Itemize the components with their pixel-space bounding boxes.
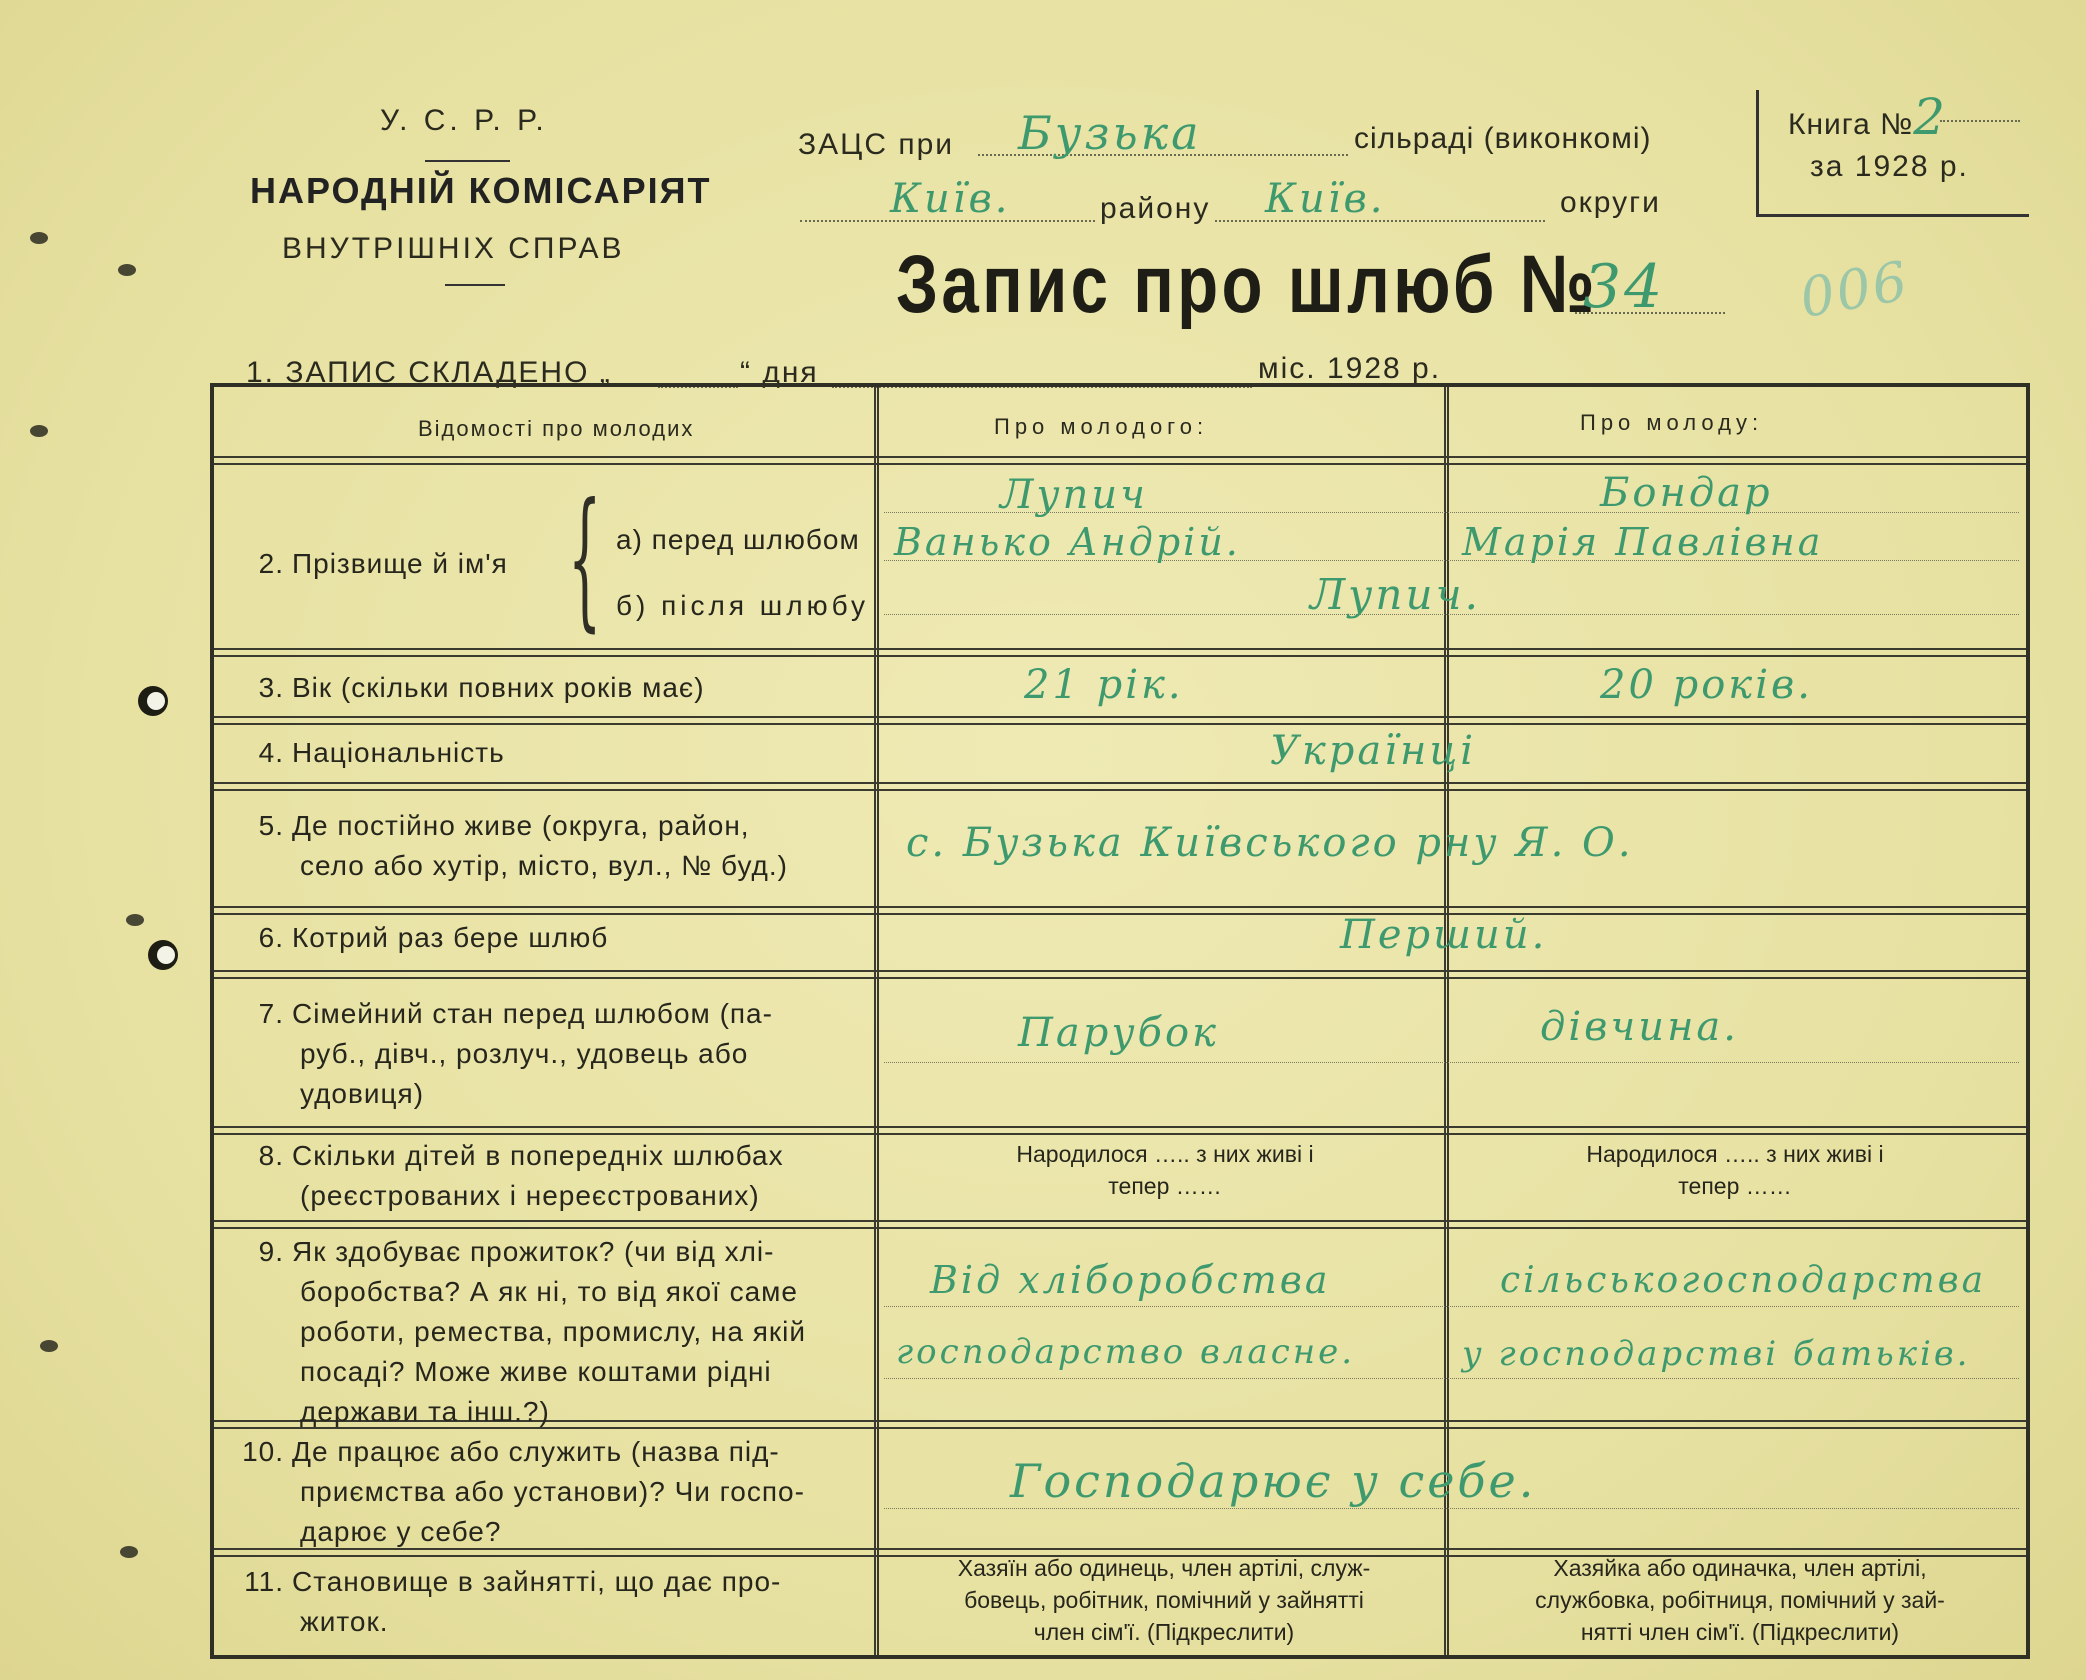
born-label: Народилося [1016,1141,1148,1167]
zacs-prefix: ЗАЦС при [798,128,955,161]
ink-stain [30,232,48,244]
ruled-line [884,1508,2019,1509]
record-line-label: 1. ЗАПИС СКЛАДЕНО „ [246,356,612,389]
row-3-title: Вік (скільки повних років має) [292,672,705,703]
header-rule [445,284,505,286]
groom-occupation-line-2: бовець, робітник, помічний у зайнятті [964,1587,1364,1613]
book-label [1788,88,1948,146]
okruha-value: Київ. [1265,176,1386,222]
header-rule [425,160,510,162]
okruha-label: округи [1560,186,1661,219]
marriage-count-value: Перший. [1340,912,1548,958]
bride-livelihood-2: у господарстві батьків. [1462,1334,1971,1374]
row-5-line-1 [240,806,788,846]
bride-livelihood-1: сільськогосподарства [1500,1260,1987,1301]
bride-name: Марія Павлівна [1462,520,1824,564]
groom-children [900,1138,1430,1202]
record-number-value: 34 [1583,252,1666,322]
row-number: 10. [242,1436,284,1467]
record-month-year: міс. 1928 р. [1258,352,1442,385]
row-8-line-2: (реєстрованих і нереєстрованих) [300,1180,760,1211]
row-9-title-1: Як здобуває прожиток? (чи від хлі- [292,1236,775,1267]
bride-occupation-line-1: Хазяйка або одиначка, член артілі, [1553,1555,1927,1581]
district-field [800,176,1095,222]
row-divider [214,716,2026,725]
row-number: 3. [258,672,284,703]
punch-hole-middle [148,940,178,970]
village-council-value: Бузька [1018,106,1202,160]
bride-surname: Бондар [1600,470,1773,516]
now-label: тепер [1678,1173,1740,1199]
book-label-text: Книга № [1788,108,1914,141]
row-number: 7. [258,998,284,1029]
workplace-value: Господарює у себе. [1010,1454,1537,1508]
row-number: 4. [258,737,284,768]
row-number: 5. [258,810,284,841]
row-10-line-3: дарює у себе? [300,1516,502,1547]
bride-marital-status: дівчина. [1540,1004,1739,1050]
alive-label: з них живі і [1196,1141,1314,1167]
record-number-field [1575,252,1725,322]
table-col-divider-1 [874,387,879,1655]
row-2-before: а) перед шлюбом [616,524,860,555]
nationality-value: Українці [1270,728,1477,774]
row-number: 6. [258,922,284,953]
row-7-label [240,994,773,1114]
row-divider [214,1220,2026,1229]
row-2-label [240,544,508,584]
bride-children-line-1: Народилося ….. з них живі і [1586,1141,1884,1167]
okruha-field [1215,176,1545,222]
row-6-label [240,918,608,958]
pencil-mark: 006 [1795,249,1914,330]
row-11-label [240,1562,781,1642]
book-number-line [1940,120,2020,122]
row-3-label [240,668,705,708]
row-4-label [240,733,505,773]
row-7-line-2: руб., дівч., розлуч., удовець або [300,1038,749,1069]
row-divider [214,906,2026,915]
district-value: Київ. [890,176,1011,222]
groom-occupation-status [886,1552,1442,1648]
village-council-field [978,106,1348,160]
book-number: 2 [1913,88,1949,146]
row-4-title: Національність [292,737,505,768]
married-surname: Лупич. [1310,570,1481,619]
head-col3: Про молоду: [1580,410,1764,435]
groom-occupation-line-3: член сім'ї. (Підкреслити) [1033,1619,1295,1645]
born-label: Народилося [1586,1141,1718,1167]
row-divider [214,456,2026,465]
zacs-suffix: сільраді (виконкомі) [1354,122,1652,155]
row-8-line-1 [240,1136,784,1176]
ink-stain [40,1340,58,1352]
row-number: 2. [258,548,284,579]
department-label: ВНУТРІШНІХ СПРАВ [282,232,625,265]
row-2-after: б) після шлюбу [616,590,870,621]
row-5-line-2: село або хутір, місто, вул., № буд.) [300,850,788,881]
groom-livelihood-1: Від хліборобства [930,1258,1331,1302]
groom-age: 21 рік. [1024,662,1184,708]
groom-children-line-1: Народилося ….. з них живі і [1016,1141,1314,1167]
bride-age: 20 років. [1600,662,1813,708]
brace: { [568,472,602,646]
ink-stain [126,914,144,926]
commissariat-label: НАРОДНІЙ КОМІСАРІЯТ [250,170,712,211]
groom-surname: Лупич [1000,472,1148,518]
republic-label: У. С. Р. Р. [380,104,548,137]
ruled-line [884,1378,2019,1379]
groom-name: Ванько Андрій. [894,520,1241,564]
ink-stain [118,264,136,276]
head-col2: Про молодого: [994,414,1209,439]
district-label: району [1100,192,1211,225]
row-9-line-2: боробства? А як ні, то від якої саме [300,1276,798,1307]
groom-children-line-2: тепер …… [1108,1173,1222,1199]
row-divider [214,1126,2026,1135]
bride-occupation-line-2: службовка, робітниця, помічний у зай- [1535,1587,1945,1613]
row-10-title-1: Де працює або служить (назва під- [292,1436,780,1467]
page-title: Запис про шлюб № [896,239,1598,330]
bride-children [1470,1138,2000,1202]
row-10-line-2: приємства або установи)? Чи госпо- [300,1476,805,1507]
ruled-line [884,1062,2019,1063]
row-5-label [240,806,788,886]
row-9-line-4: посаді? Може живе коштами рідні [300,1356,772,1387]
ruled-line [884,1306,2019,1307]
row-11-title-1: Становище в зайнятті, що дає про- [292,1566,782,1597]
bride-occupation-line-3: нятті член сім'ї. (Підкреслити) [1580,1619,1900,1645]
row-9-label [240,1232,806,1432]
row-5-title-1: Де постійно живе (округа, район, [292,810,750,841]
punch-hole-top [138,686,168,716]
bride-occupation-status [1456,1552,2024,1648]
row-10-label [240,1432,805,1552]
groom-livelihood-2: господарство власне. [896,1332,1356,1372]
bride-children-line-2: тепер …… [1678,1173,1792,1199]
row-11-line-2: житок. [300,1606,389,1637]
groom-marital-status: Парубок [1018,1010,1219,1056]
row-number: 11. [244,1566,284,1597]
ink-stain [120,1546,138,1558]
row-7-title-1: Сімейний стан перед шлюбом (па- [292,998,773,1029]
row-divider [214,648,2026,657]
row-9-line-3: роботи, ремества, промислу, на якій [300,1316,807,1347]
ink-stain [30,425,48,437]
row-10-line-1 [240,1432,805,1472]
row-number: 8. [258,1140,284,1171]
residence-value: с. Бузька Київського рну Я. О. [906,820,1634,866]
row-9-line-1 [240,1232,806,1272]
row-11-line-1 [240,1562,781,1602]
row-7-line-1 [240,994,773,1034]
row-divider [214,970,2026,979]
row-9-line-5: держави та інш.?) [300,1396,550,1427]
record-quote-close: “ дня [740,356,819,389]
alive-label: з них живі і [1766,1141,1884,1167]
row-2-title: Прізвище й ім'я [292,548,508,579]
head-col1: Відомості про молодих [418,416,695,441]
row-divider [214,782,2026,791]
row-7-line-3: удовиця) [300,1078,425,1109]
row-8-label [240,1136,784,1216]
book-year: за 1928 р. [1810,150,1969,183]
row-8-title-1: Скільки дітей в попередніх шлюбах [292,1140,784,1171]
groom-occupation-line-1: Хазяїн або одинець, член артілі, служ- [957,1555,1371,1581]
row-number: 9. [258,1236,284,1267]
row-6-title: Котрий раз бере шлюб [292,922,609,953]
now-label: тепер [1108,1173,1170,1199]
